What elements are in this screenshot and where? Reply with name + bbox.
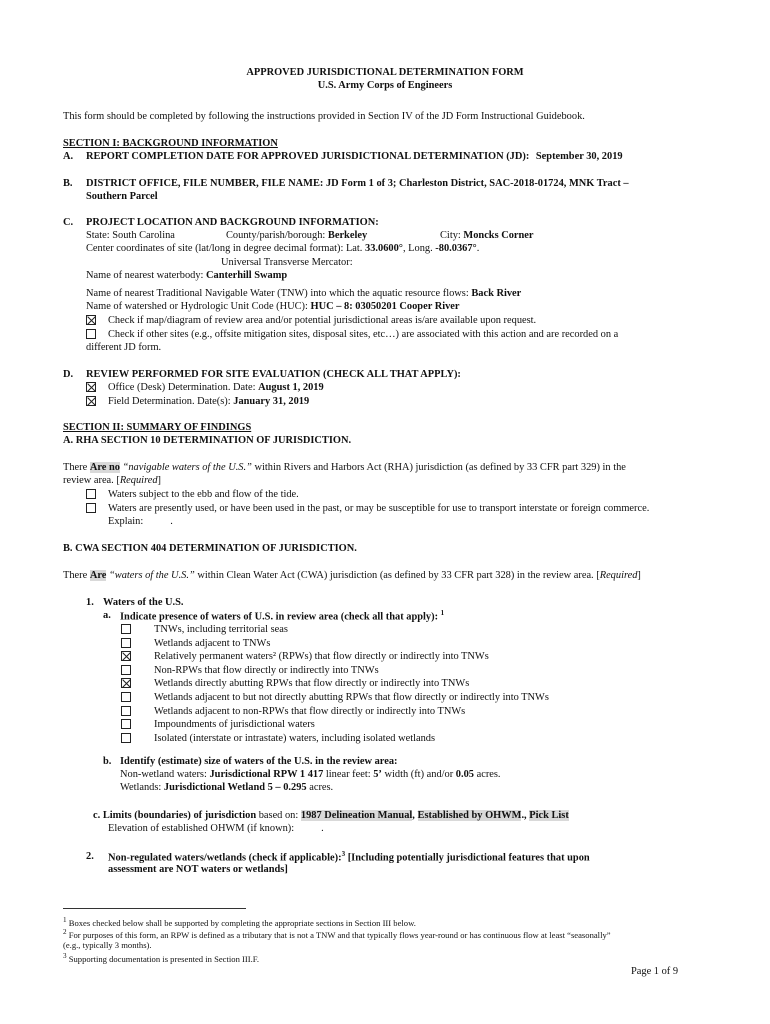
nonregulated-line2: assessment are NOT waters or wetlands] bbox=[108, 864, 288, 875]
nonregulated-number: 2. bbox=[86, 851, 94, 862]
field-determination-checkbox[interactable] bbox=[86, 396, 96, 406]
map-available-checkbox[interactable] bbox=[86, 315, 96, 325]
review-performed-heading: REVIEW PERFORMED FOR SITE EVALUATION (CHECK ALL THAT APPLY): bbox=[86, 369, 461, 380]
rha-statement-line2: review area. [Required] bbox=[63, 475, 161, 486]
rha-heading: A. RHA SECTION 10 DETERMINATION OF JURISDICTION. bbox=[63, 435, 352, 446]
cwa-statement: There Are “waters of the U.S.” within Clean Water Act (CWA) jurisdiction (as defined by 33 CFR part 328) in the review area. [Required] bbox=[63, 570, 641, 581]
explain-field: Explain: . bbox=[108, 516, 173, 527]
indicate-presence-label: a. bbox=[103, 610, 111, 621]
section1-c-label: C. bbox=[63, 217, 74, 228]
form-subtitle: U.S. Army Corps of Engineers bbox=[317, 80, 453, 91]
water-type-checkbox[interactable] bbox=[121, 624, 131, 634]
section1-a-label: A. bbox=[63, 151, 74, 162]
district-office-line1: DISTRICT OFFICE, FILE NUMBER, FILE NAME: JD Form 1 of 3; Charleston District, SAC-2018-01724, MNK Tract – bbox=[86, 178, 629, 189]
tnw-field: Name of nearest Traditional Navigable Water (TNW) into which the aquatic resource flows: Back River bbox=[86, 288, 522, 299]
county-field: County/parish/borough: Berkeley bbox=[226, 230, 368, 241]
water-type-label: Non-RPWs that flow directly or indirectly into TNWs bbox=[154, 665, 379, 676]
section1-a-text: REPORT COMPLETION DATE FOR APPROVED JURISDICTIONAL DETERMINATION (JD): September 30, 2019 bbox=[86, 151, 623, 162]
water-type-checkbox[interactable] bbox=[121, 651, 131, 661]
water-type-checkbox[interactable] bbox=[121, 665, 131, 675]
water-type-label: TNWs, including territorial seas bbox=[154, 624, 288, 635]
water-type-label: Wetlands directly abutting RPWs that flow directly or indirectly into TNWs bbox=[154, 678, 470, 689]
nonwetland-waters-field: Non-wetland waters: Jurisdictional RPW 1 417 linear feet: 5’ width (ft) and/or 0.05 acres. bbox=[120, 769, 501, 780]
tidal-waters-checkbox[interactable] bbox=[86, 489, 96, 499]
rha-statement-line1: There Are no “navigable waters of the U.S.” within Rivers and Harbors Act (RHA) jurisdiction (as defined by 33 CFR part 329) in the bbox=[63, 462, 626, 473]
nonregulated-title: Non-regulated waters/wetlands (check if applicable):$^3$ [Including potentially jurisdictional features that upon bbox=[108, 850, 590, 864]
huc-field: Name of watershed or Hydrologic Unit Code (HUC): HUC – 8: 03050201 Cooper River bbox=[86, 301, 460, 312]
tidal-waters-text: Waters subject to the ebb and flow of the tide. bbox=[108, 489, 299, 500]
other-sites-text-line1: Check if other sites (e.g., offsite mitigation sites, disposal sites, etc…) are associated with this action and are recorded on a bbox=[108, 329, 619, 340]
state-field: State: South Carolina bbox=[86, 230, 175, 241]
footnote-2-line2: (e.g., typically 3 months). bbox=[63, 940, 152, 950]
indicate-presence-title: Indicate presence of waters of U.S. in review area (check all that apply): $^1$ bbox=[120, 609, 445, 623]
water-type-label: Relatively permanent waters² (RPWs) that flow directly or indirectly into TNWs bbox=[154, 651, 489, 662]
commerce-waters-checkbox[interactable] bbox=[86, 503, 96, 513]
waters-us-number: 1. bbox=[86, 597, 94, 608]
limits-jurisdiction-line: c. Limits (boundaries) of jurisdiction based on: 1987 Delineation Manual, Established by OHWM., Pick List bbox=[93, 810, 569, 821]
page-number: Page 1 of 9 bbox=[631, 966, 679, 977]
water-type-label: Impoundments of jurisdictional waters bbox=[154, 719, 315, 730]
rha-are-no-select[interactable]: Are no bbox=[89, 462, 120, 473]
section2-heading: SECTION II: SUMMARY OF FINDINGS bbox=[63, 422, 252, 433]
water-type-label: Wetlands adjacent to TNWs bbox=[154, 638, 271, 649]
district-office-line2: Southern Parcel bbox=[86, 191, 158, 202]
identify-size-label: b. bbox=[103, 756, 112, 767]
wetlands-field: Wetlands: Jurisdictional Wetland 5 – 0.295 acres. bbox=[120, 782, 334, 793]
pick-list-select[interactable]: Pick List bbox=[529, 810, 569, 821]
other-sites-checkbox[interactable] bbox=[86, 329, 96, 339]
waterbody-field: Name of nearest waterbody: Canterhill Swamp bbox=[86, 270, 288, 281]
intro-text: This form should be completed by following the instructions provided in Section IV of the JD Form Instructional Guidebook. bbox=[63, 111, 585, 122]
water-type-checkbox[interactable] bbox=[121, 706, 131, 716]
project-location-heading: PROJECT LOCATION AND BACKGROUND INFORMATION: bbox=[86, 217, 379, 228]
ohwm-select[interactable]: Established by OHWM bbox=[417, 810, 522, 821]
water-type-label: Wetlands adjacent to non-RPWs that flow directly or indirectly into TNWs bbox=[154, 706, 466, 717]
commerce-waters-text: Waters are presently used, or have been used in the past, or may be susceptible for use to transport interstate or foreign commerce. bbox=[108, 503, 650, 514]
office-determination-text: Office (Desk) Determination. Date: August 1, 2019 bbox=[108, 382, 324, 393]
city-field: City: Moncks Corner bbox=[440, 230, 534, 241]
delineation-manual-select[interactable]: 1987 Delineation Manual bbox=[300, 810, 413, 821]
footnote-rule bbox=[63, 908, 246, 909]
footnote-1: $^1$ Boxes checked below shall be supported by completing the appropriate sections in Section III below. bbox=[63, 916, 416, 928]
utm-field: Universal Transverse Mercator: bbox=[221, 257, 353, 268]
footnote-2-line1: $^2$ For purposes of this form, an RPW is defined as a tributary that is not a TNW and that typically flows year-round or has continuous flow at least “seasonally” bbox=[63, 928, 611, 940]
water-type-checkbox[interactable] bbox=[121, 678, 131, 688]
water-type-checkbox[interactable] bbox=[121, 733, 131, 743]
cwa-heading: B. CWA SECTION 404 DETERMINATION OF JURISDICTION. bbox=[63, 543, 357, 554]
water-type-label: Isolated (interstate or intrastate) waters, including isolated wetlands bbox=[154, 733, 436, 744]
water-type-checkbox[interactable] bbox=[121, 638, 131, 648]
report-date: September 30, 2019 bbox=[535, 151, 623, 162]
section1-b-label: B. bbox=[63, 178, 73, 189]
form-title: APPROVED JURISDICTIONAL DETERMINATION FORM bbox=[246, 67, 524, 78]
water-type-checkbox[interactable] bbox=[121, 719, 131, 729]
map-available-text: Check if map/diagram of review area and/or potential jurisdictional areas is/are available upon request. bbox=[108, 315, 537, 326]
ohwm-elevation-field: Elevation of established OHWM (if known): . bbox=[108, 823, 324, 834]
identify-size-title: Identify (estimate) size of waters of the U.S. in the review area: bbox=[120, 756, 398, 767]
cwa-are-select[interactable]: Are bbox=[89, 570, 107, 581]
footnote-3: $^3$ Supporting documentation is presented in Section III.F. bbox=[63, 952, 259, 964]
water-type-checkbox[interactable] bbox=[121, 692, 131, 702]
section1-heading: SECTION I: BACKGROUND INFORMATION bbox=[63, 138, 278, 149]
field-determination-text: Field Determination. Date(s): January 31, 2019 bbox=[108, 396, 310, 407]
waters-us-title: Waters of the U.S. bbox=[103, 597, 184, 608]
water-type-label: Wetlands adjacent to but not directly abutting RPWs that flow directly or indirectly into TNWs bbox=[154, 692, 549, 703]
coordinates-field: Center coordinates of site (lat/long in degree decimal format): Lat. 33.0600°, Long. -80.0367°. bbox=[86, 243, 480, 254]
section1-d-label: D. bbox=[63, 369, 74, 380]
office-determination-checkbox[interactable] bbox=[86, 382, 96, 392]
other-sites-text-line2: different JD form. bbox=[86, 342, 162, 353]
